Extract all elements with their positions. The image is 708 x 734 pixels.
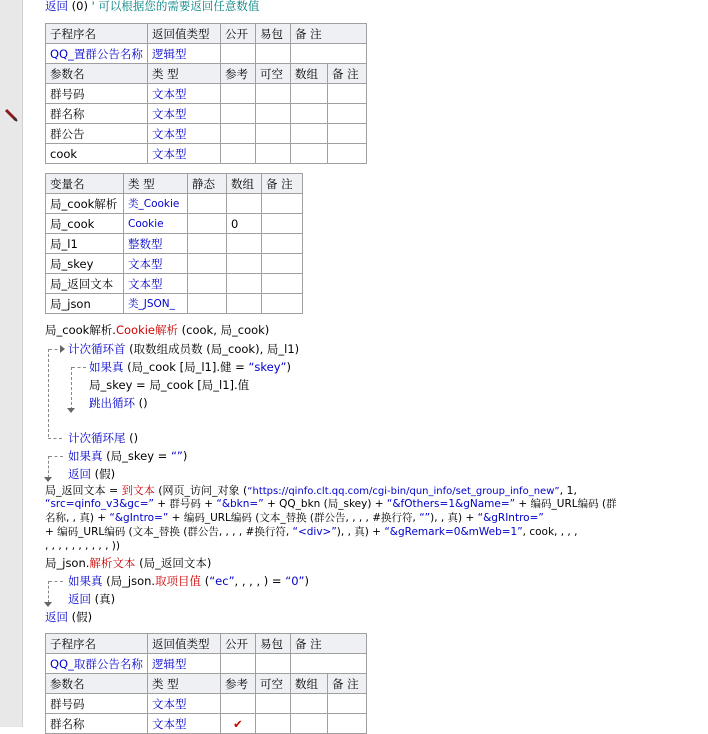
if-guide — [48, 456, 49, 478]
code-line-break[interactable]: 跳出循环 () — [89, 396, 148, 410]
param-header: 类 型 — [148, 64, 221, 84]
if-guide — [72, 367, 86, 368]
code-line-assign-skey[interactable]: 局_skey = 局_cook [局_l1].值 — [89, 378, 250, 392]
return-type[interactable]: 逻辑型 — [148, 654, 221, 674]
param-header: 类 型 — [148, 674, 221, 694]
header-cell: 公开 — [221, 634, 256, 654]
code-line-request-cont-2: 名称, , 真) + “&gIntro=” + 编码_URL编码 (文本_替换 (群公告, , , , #换行符, “”), , 真) + “&gRIntro=” — [45, 512, 544, 524]
param-type[interactable]: 文本型 — [148, 124, 221, 144]
code-line-return-false-2[interactable]: 返回 (假) — [45, 610, 93, 624]
code-line-return-0[interactable]: 返回 (0) ' 可以根据您的需要返回任意数值 — [45, 0, 260, 13]
code-line-loop-start[interactable]: 计次循环首 (取数组成员数 (局_cook), 局_l1) — [68, 342, 300, 356]
var-name[interactable]: 局_cook解析 — [46, 194, 124, 214]
header-cell: 子程序名 — [46, 634, 148, 654]
var-name[interactable]: 局_json — [46, 294, 124, 314]
var-type[interactable]: 类_Cookie — [124, 194, 188, 214]
param-name[interactable]: 群名称 — [46, 104, 148, 124]
var-name[interactable]: 局_返回文本 — [46, 274, 124, 294]
param-header: 数组 — [291, 674, 328, 694]
pencil-icon — [4, 108, 18, 122]
code-line-request-cont-3: + 编码_URL编码 (文本_替换 (群公告, , , , #换行符, “<div>”), , 真) + “&gRemark=0&mWeb=1”, cook, , , , — [45, 526, 578, 538]
var-name[interactable]: 局_cook — [46, 214, 124, 234]
header-cell: 公开 — [221, 24, 256, 44]
arrow-right-icon — [60, 345, 65, 353]
header-cell: 静态 — [188, 174, 227, 194]
param-name[interactable]: 群名称 — [46, 714, 148, 734]
subroutine-name[interactable]: QQ_取群公告名称 — [46, 654, 148, 674]
header-cell: 数组 — [227, 174, 262, 194]
arrow-down-icon — [67, 408, 75, 413]
header-cell: 备 注 — [291, 24, 367, 44]
header-cell: 易包 — [256, 24, 291, 44]
header-cell: 备 注 — [291, 634, 367, 654]
header-cell: 返回值类型 — [148, 634, 221, 654]
param-name[interactable]: 群号码 — [46, 694, 148, 714]
var-type[interactable]: 文本型 — [124, 254, 188, 274]
param-name[interactable]: 群公告 — [46, 124, 148, 144]
variable-table — [45, 173, 303, 314]
check-icon[interactable]: ✔ — [221, 714, 256, 734]
loop-guide — [48, 438, 62, 439]
param-name[interactable]: 群号码 — [46, 84, 148, 104]
param-header: 可空 — [256, 674, 291, 694]
param-type[interactable]: 文本型 — [148, 104, 221, 124]
param-header: 备 注 — [328, 64, 367, 84]
arrow-down-icon — [44, 602, 52, 607]
subroutine-table-1 — [45, 23, 367, 164]
header-cell: 子程序名 — [46, 24, 148, 44]
code-line-return-false[interactable]: 返回 (假) — [68, 467, 116, 481]
var-type[interactable]: Cookie — [124, 214, 188, 234]
param-header: 参考 — [221, 674, 256, 694]
if-guide — [48, 581, 49, 603]
code-line-if-skey[interactable]: 如果真 (局_cook [局_l1].健 = “skey”) — [89, 360, 291, 374]
param-header: 数组 — [291, 64, 328, 84]
var-type[interactable]: 文本型 — [124, 274, 188, 294]
if-guide — [49, 456, 63, 457]
header-cell: 易包 — [256, 634, 291, 654]
return-type[interactable]: 逻辑型 — [148, 44, 221, 64]
var-name[interactable]: 局_l1 — [46, 234, 124, 254]
header-cell: 备 注 — [262, 174, 303, 194]
header-cell: 类 型 — [124, 174, 188, 194]
param-type[interactable]: 文本型 — [148, 714, 221, 734]
code-line-if-ec[interactable]: 如果真 (局_json.取项目值 (“ec”, , , , ) = “0”) — [68, 574, 309, 588]
code-line-request-cont-1: “src=qinfo_v3&gc=” + 群号码 + “&bkn=” + QQ_bkn (局_skey) + “&fOthers=1&gName=” + 编码_URL编码 (群 — [45, 498, 617, 510]
code-line-request-cont-4: , , , , , , , , , , )) — [45, 540, 120, 552]
var-array: 0 — [227, 214, 262, 234]
code-line-json-parse[interactable]: 局_json.解析文本 (局_返回文本) — [45, 556, 212, 570]
param-header: 参数名 — [46, 674, 148, 694]
param-type[interactable]: 文本型 — [148, 84, 221, 104]
if-guide — [49, 581, 63, 582]
code-line-return-true[interactable]: 返回 (真) — [68, 592, 116, 606]
code-line-loop-end[interactable]: 计次循环尾 () — [68, 431, 139, 445]
param-header: 参数名 — [46, 64, 148, 84]
code-line-if-empty[interactable]: 如果真 (局_skey = “”) — [68, 449, 188, 463]
var-type[interactable]: 整数型 — [124, 234, 188, 254]
param-header: 参考 — [221, 64, 256, 84]
param-header: 备 注 — [328, 674, 367, 694]
var-name[interactable]: 局_skey — [46, 254, 124, 274]
subroutine-name[interactable]: QQ_置群公告名称 — [46, 44, 148, 64]
loop-guide — [48, 349, 49, 437]
param-type[interactable]: 文本型 — [148, 144, 221, 164]
param-type[interactable]: 文本型 — [148, 694, 221, 714]
arrow-down-icon — [44, 477, 52, 482]
var-type[interactable]: 类_JSON_ — [124, 294, 188, 314]
subroutine-table-2 — [45, 633, 367, 734]
code-line-cookie-parse[interactable]: 局_cook解析.Cookie解析 (cook, 局_cook) — [45, 323, 270, 337]
header-cell: 返回值类型 — [148, 24, 221, 44]
header-cell: 变量名 — [46, 174, 124, 194]
if-guide — [71, 367, 72, 410]
param-name[interactable]: cook — [46, 144, 148, 164]
code-line-request[interactable]: 局_返回文本 = 到文本 (网页_访问_对象 (“https://qinfo.clt.qq.com/cgi-bin/qun_info/set_group_info_new”, 1, — [45, 484, 578, 497]
param-header: 可空 — [256, 64, 291, 84]
